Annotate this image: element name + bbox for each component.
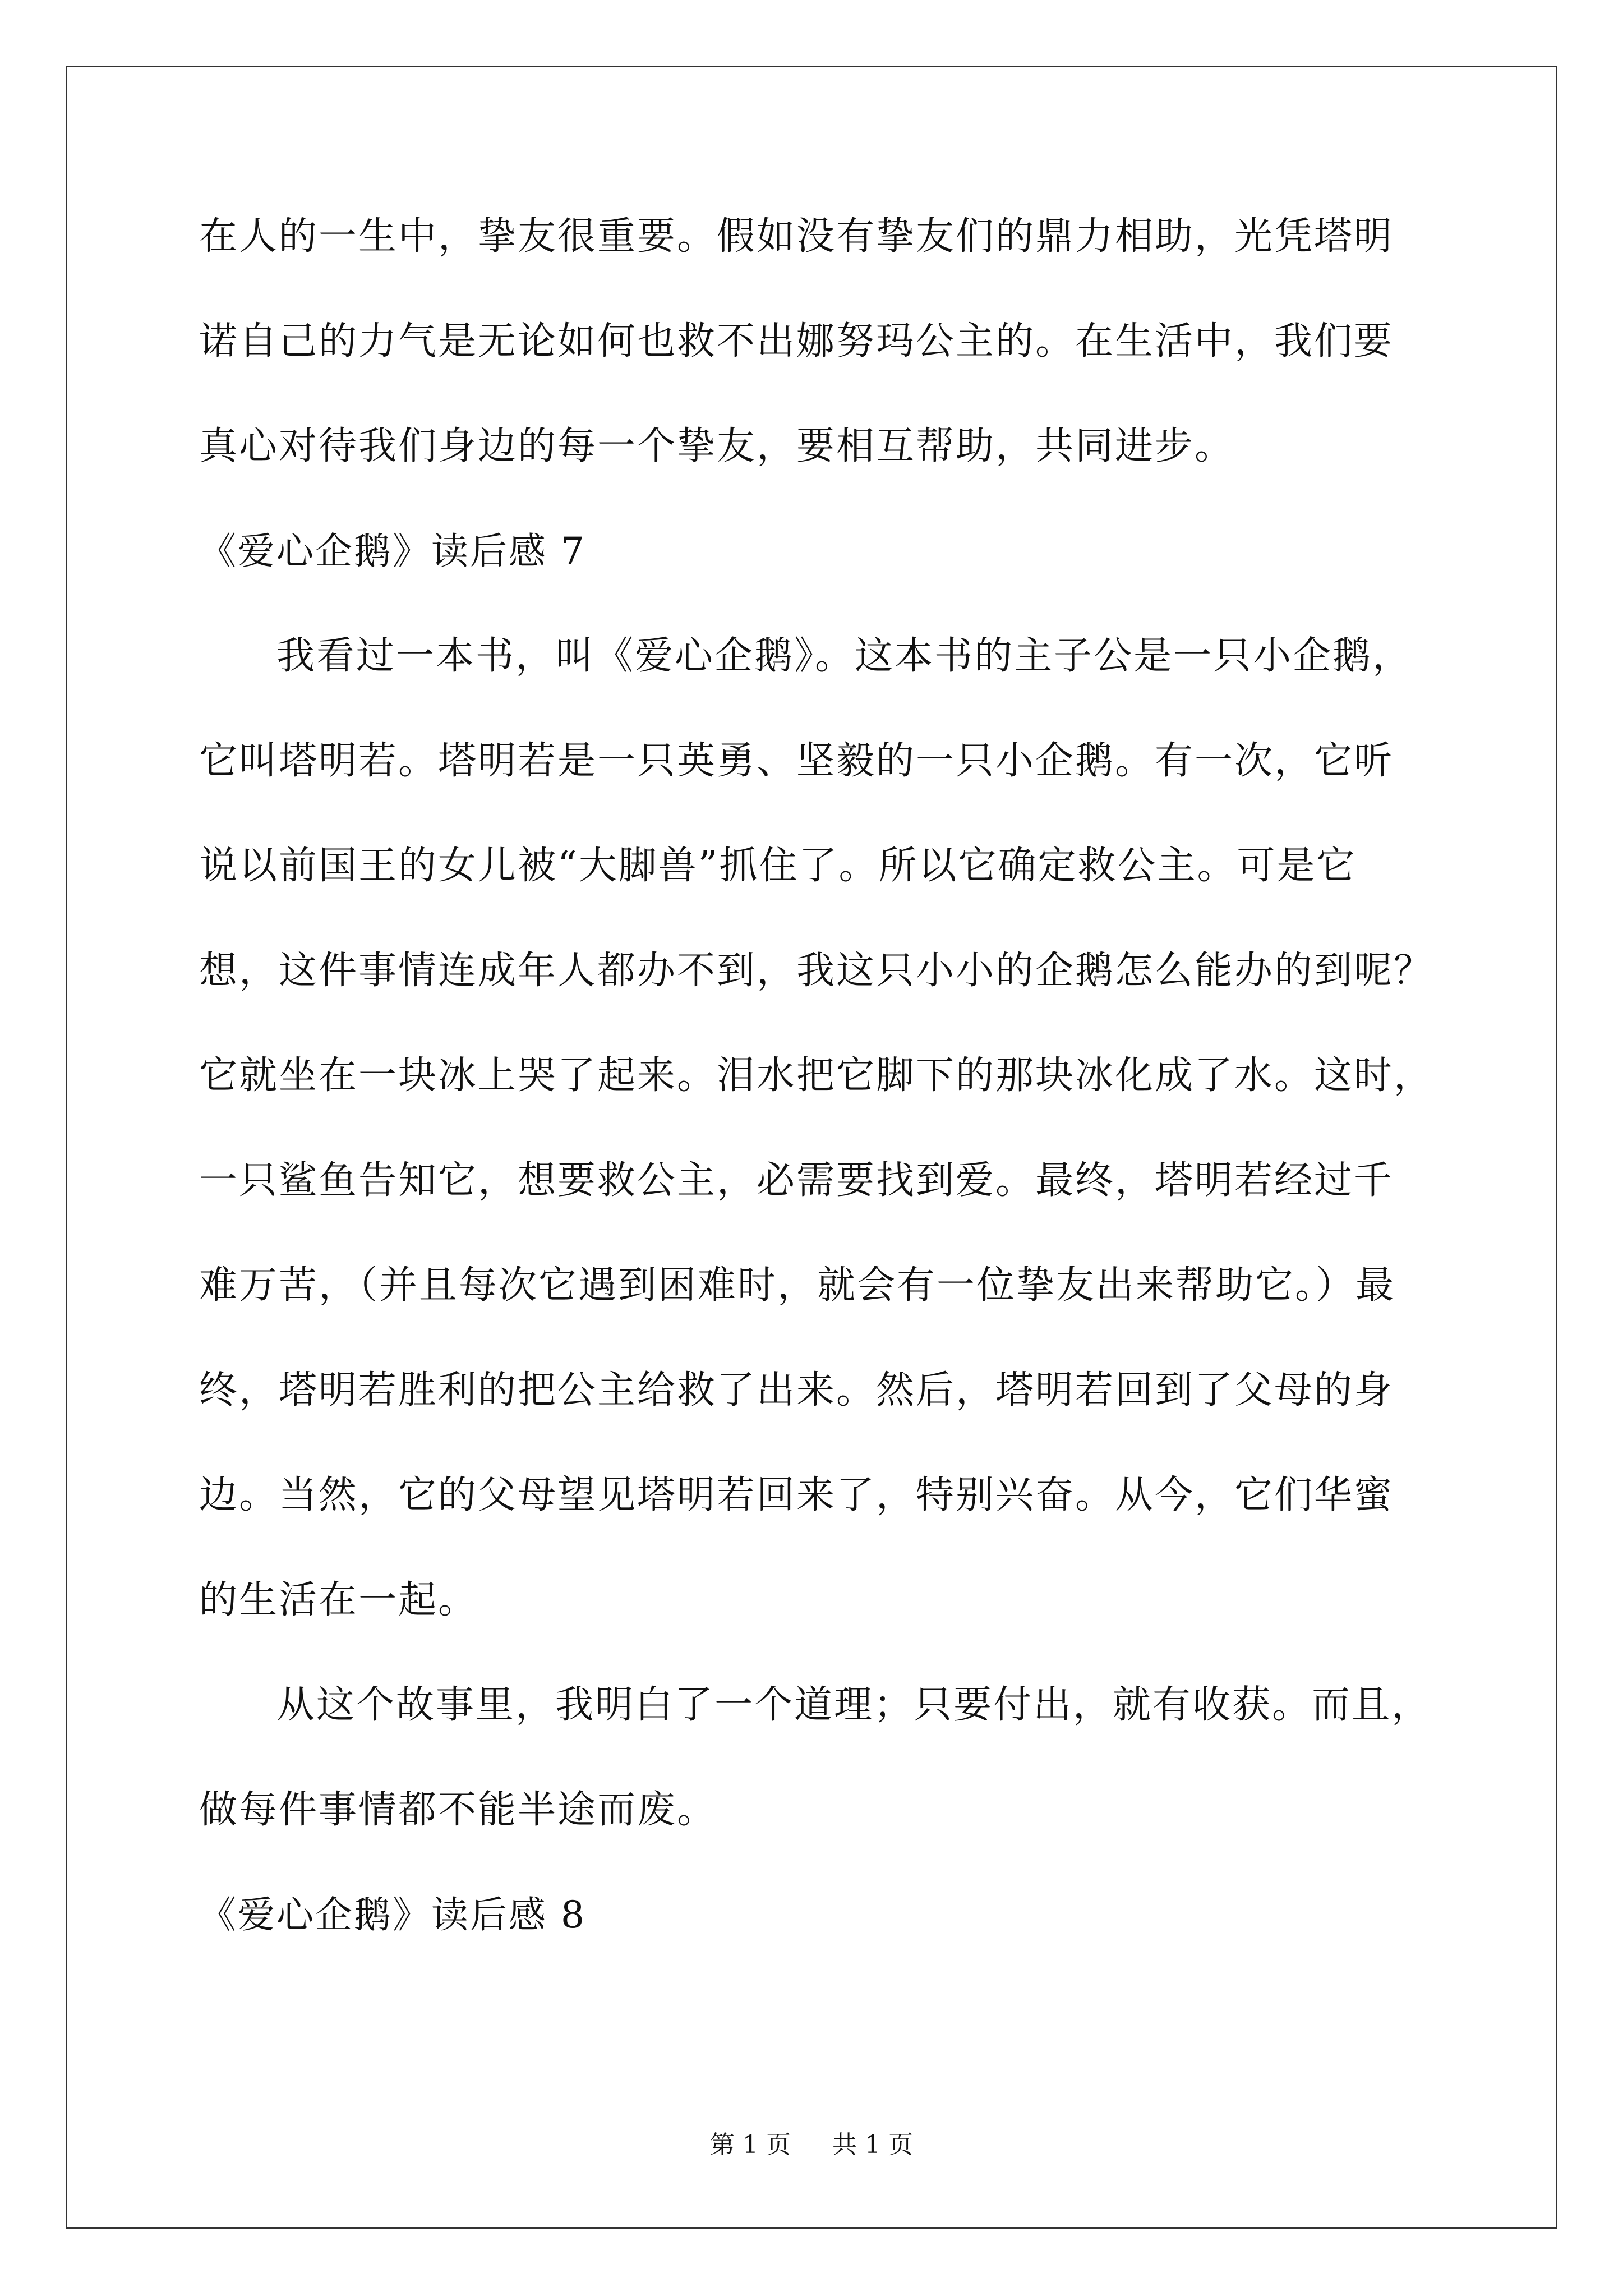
document-body <box>199 208 1458 1991</box>
paragraph-first-line: 我看过一本书，叫《爱心企鹅》。这本书的主子公是一只小企鹅， <box>276 634 1413 678</box>
page-number: 第 1 页 <box>710 2131 791 2159</box>
text-line: 的生活在一起。 <box>199 1578 478 1622</box>
paragraph-first-line: 从这个故事里，我明白了一个道理；只要付出，就有收获。而且， <box>276 1683 1432 1727</box>
page-footer <box>0 2128 1623 2162</box>
text-line: 做每件事情都不能半途而废。 <box>199 1788 717 1832</box>
text-line: 想，这件事情连成年人都办不到，我这只小小的企鹅怎么能办的到呢？ <box>199 949 1434 993</box>
text-line: 难万苦，（并且每次它遇到困难时，就会有一位挚友出来帮助它。）最 <box>199 1263 1396 1308</box>
section-heading: 《爱心企鹅》读后感 8 <box>199 1893 586 1936</box>
text-line: 一只鲨鱼告知它，想要救公主，必需要找到爱。最终，塔明若经过千 <box>199 1158 1394 1203</box>
text-line: 诺自己的力气是无论如何也救不出娜努玛公主的。在生活中，我们要 <box>199 319 1394 364</box>
text-line: 说以前国王的女儿被“大脚兽”抓住了。所以它确定救公主。可是它 <box>199 844 1357 888</box>
text-line: 真心对待我们身边的每一个挚友，要相互帮助，共同进步。 <box>199 424 1235 468</box>
text-line: 它叫塔明若。塔明若是一只英勇、坚毅的一只小企鹅。有一次，它听 <box>199 739 1394 783</box>
text-line: 它就坐在一块冰上哭了起来。泪水把它脚下的那块冰化成了水。这时， <box>199 1053 1434 1098</box>
text-line: 在人的一生中，挚友很重要。假如没有挚友们的鼎力相助，光凭塔明 <box>199 214 1394 259</box>
text-line: 终，塔明若胜利的把公主给救了出来。然后，塔明若回到了父母的身 <box>199 1368 1394 1412</box>
page-total: 共 1 页 <box>832 2131 913 2159</box>
section-heading: 《爱心企鹅》读后感 7 <box>199 530 586 573</box>
text-line: 边。当然，它的父母望见塔明若回来了，特别兴奋。从今，它们华蜜 <box>199 1473 1394 1517</box>
